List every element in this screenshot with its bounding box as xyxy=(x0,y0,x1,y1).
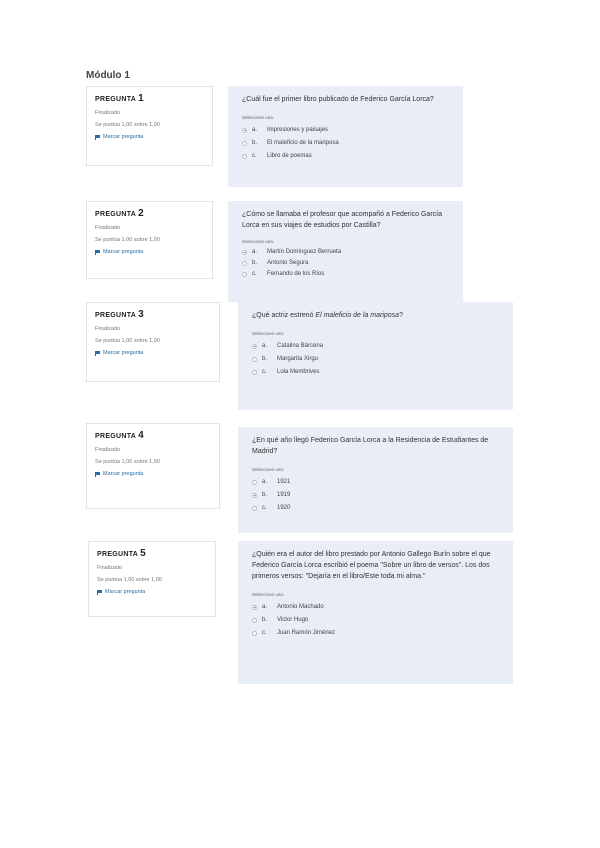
question-text: ¿Cuál fue el primer libro publicado de Federico García Lorca? xyxy=(242,96,434,103)
option-text: El maleficio de la mariposa xyxy=(267,140,339,146)
flag-question-link[interactable] xyxy=(95,134,204,140)
radio[interactable] xyxy=(242,272,247,277)
option-letter: c. xyxy=(262,505,267,511)
radio[interactable] xyxy=(252,480,257,485)
answer-option[interactable] xyxy=(252,479,499,485)
question-3-card xyxy=(238,302,513,410)
answer-option[interactable] xyxy=(242,127,449,133)
answer-option[interactable] xyxy=(242,260,449,266)
radio-selected[interactable] xyxy=(242,128,247,133)
question-label: PREGUNTA xyxy=(95,312,137,319)
question-4-info xyxy=(86,423,220,509)
option-letter: b. xyxy=(252,260,258,266)
question-text: ¿Cómo se llamaba el profesor que acompañó a Federico García Lorca en sus viajes de estudios por Castilla? xyxy=(242,211,442,229)
option-letter: a. xyxy=(262,479,268,485)
answer-option[interactable] xyxy=(252,369,499,375)
option-letter: c. xyxy=(252,271,257,277)
question-label: PREGUNTA xyxy=(95,433,137,440)
flag-label: Marcar pregunta xyxy=(103,350,144,356)
question-4-header xyxy=(95,430,211,441)
radio-selected[interactable] xyxy=(252,605,257,610)
question-number: 4 xyxy=(138,430,145,441)
question-5-card xyxy=(238,541,513,684)
option-text: Fernando de los Ríos xyxy=(267,271,325,277)
option-letter: c. xyxy=(262,630,267,636)
flag-icon xyxy=(95,135,100,140)
option-text: 1921 xyxy=(277,479,291,485)
option-letter: b. xyxy=(262,492,268,498)
question-state: Finalizado xyxy=(95,225,121,231)
radio-selected[interactable] xyxy=(242,250,247,255)
option-letter: a. xyxy=(252,249,258,255)
option-letter: b. xyxy=(262,617,268,623)
answer-option[interactable] xyxy=(252,343,499,349)
question-3-header xyxy=(95,309,211,320)
option-text: Martín Domínguez Berrueta xyxy=(267,249,342,255)
question-2-info xyxy=(86,201,213,279)
option-text: 1919 xyxy=(277,492,291,498)
flag-label: Marcar pregunta xyxy=(103,134,144,140)
answer-option[interactable] xyxy=(242,249,449,255)
question-state: Finalizado xyxy=(95,326,121,332)
option-text: Impresiones y paisajes xyxy=(267,127,329,133)
answer-option[interactable] xyxy=(252,492,499,498)
question-number: 1 xyxy=(138,93,145,104)
question-text: ¿Quién era el autor del libro prestado por Antonio Gallego Burín sobre el que Federico García Lorca escribió el poema "Sobre un libro de versos". Los dos primeros versos: "Dejaría en el libro/Este toda mi alma." xyxy=(252,551,491,580)
question-number: 3 xyxy=(138,309,145,320)
answer-option[interactable] xyxy=(252,505,499,511)
question-label: PREGUNTA xyxy=(95,211,137,218)
question-3-info xyxy=(86,302,220,382)
question-text-end: ? xyxy=(399,312,403,319)
option-letter: b. xyxy=(262,356,268,362)
question-1-info xyxy=(86,86,213,166)
question-text: ¿En qué año llegó Federico García Lorca a la Residencia de Estudiantes de Madrid? xyxy=(252,437,489,455)
answer-option[interactable] xyxy=(252,617,499,623)
flag-label: Marcar pregunta xyxy=(103,471,144,477)
question-4-card xyxy=(238,427,513,533)
radio[interactable] xyxy=(252,357,257,362)
option-text: Libro de poemas xyxy=(267,153,312,159)
option-letter: b. xyxy=(252,140,258,146)
flag-icon xyxy=(95,472,100,477)
question-grade: Se puntúa 1,00 sobre 1,00 xyxy=(95,459,160,465)
flag-icon xyxy=(95,250,100,255)
radio-selected[interactable] xyxy=(252,493,257,498)
question-number: 2 xyxy=(138,208,145,219)
question-1-header xyxy=(95,93,204,104)
question-label: PREGUNTA xyxy=(95,96,137,103)
option-text: Lola Membrives xyxy=(277,369,320,375)
radio[interactable] xyxy=(242,261,247,266)
answer-prompt: Seleccione una: xyxy=(242,115,275,120)
question-grade: Se puntúa 1,00 sobre 1,00 xyxy=(95,338,160,344)
radio[interactable] xyxy=(252,631,257,636)
option-letter: c. xyxy=(252,153,257,159)
answer-prompt: Seleccione una: xyxy=(242,239,275,244)
question-5-header xyxy=(97,548,207,559)
radio[interactable] xyxy=(252,506,257,511)
question-state: Finalizado xyxy=(95,447,121,453)
flag-label: Marcar pregunta xyxy=(105,589,146,595)
radio[interactable] xyxy=(242,141,247,146)
option-text: Catalina Bárcena xyxy=(277,343,324,349)
flag-question-link[interactable] xyxy=(95,350,211,356)
option-text: Antonio Segura xyxy=(267,260,309,266)
option-text: 1920 xyxy=(277,505,291,511)
radio[interactable] xyxy=(242,154,247,159)
option-text: Juan Ramón Jiménez xyxy=(277,630,336,636)
module-title: Módulo 1 xyxy=(86,70,130,81)
question-text xyxy=(252,310,499,321)
option-letter: a. xyxy=(262,343,268,349)
question-state: Finalizado xyxy=(97,565,123,571)
question-number: 5 xyxy=(140,548,147,559)
option-letter: a. xyxy=(262,604,268,610)
option-text: Margarita Xirgu xyxy=(277,356,319,362)
question-text-start: ¿Qué actriz estrenó xyxy=(252,312,316,319)
question-text-title: El maleficio de la mariposa xyxy=(315,312,400,319)
question-5-info xyxy=(88,541,216,617)
answer-option[interactable] xyxy=(242,140,449,146)
answer-prompt: Seleccione una: xyxy=(252,467,285,472)
answer-option[interactable] xyxy=(242,153,449,159)
question-2-card xyxy=(228,201,463,302)
option-letter: c. xyxy=(262,369,267,375)
flag-icon xyxy=(97,590,102,595)
answer-option[interactable] xyxy=(252,604,499,610)
answer-option[interactable] xyxy=(252,630,499,636)
question-grade: Se puntúa 1,00 sobre 1,00 xyxy=(95,122,160,128)
flag-icon xyxy=(95,351,100,356)
question-2-header xyxy=(95,208,204,219)
answer-option[interactable] xyxy=(252,356,499,362)
radio[interactable] xyxy=(252,618,257,623)
option-text: Victor Hugo xyxy=(277,617,309,623)
question-1-card xyxy=(228,86,463,187)
answer-prompt: Seleccione una: xyxy=(252,592,285,597)
option-text: Antonio Machado xyxy=(277,604,324,610)
question-label: PREGUNTA xyxy=(97,551,139,558)
answer-option[interactable] xyxy=(242,271,449,277)
flag-label: Marcar pregunta xyxy=(103,249,144,255)
radio-selected[interactable] xyxy=(252,344,257,349)
answer-prompt: Seleccione una: xyxy=(252,331,285,336)
flag-question-link[interactable] xyxy=(97,589,207,595)
question-grade: Se puntúa 1,00 sobre 1,00 xyxy=(97,577,162,583)
flag-question-link[interactable] xyxy=(95,249,204,255)
question-grade: Se puntúa 1,00 sobre 1,00 xyxy=(95,237,160,243)
option-letter: a. xyxy=(252,127,258,133)
question-state: Finalizado xyxy=(95,110,121,116)
radio[interactable] xyxy=(252,370,257,375)
flag-question-link[interactable] xyxy=(95,471,211,477)
